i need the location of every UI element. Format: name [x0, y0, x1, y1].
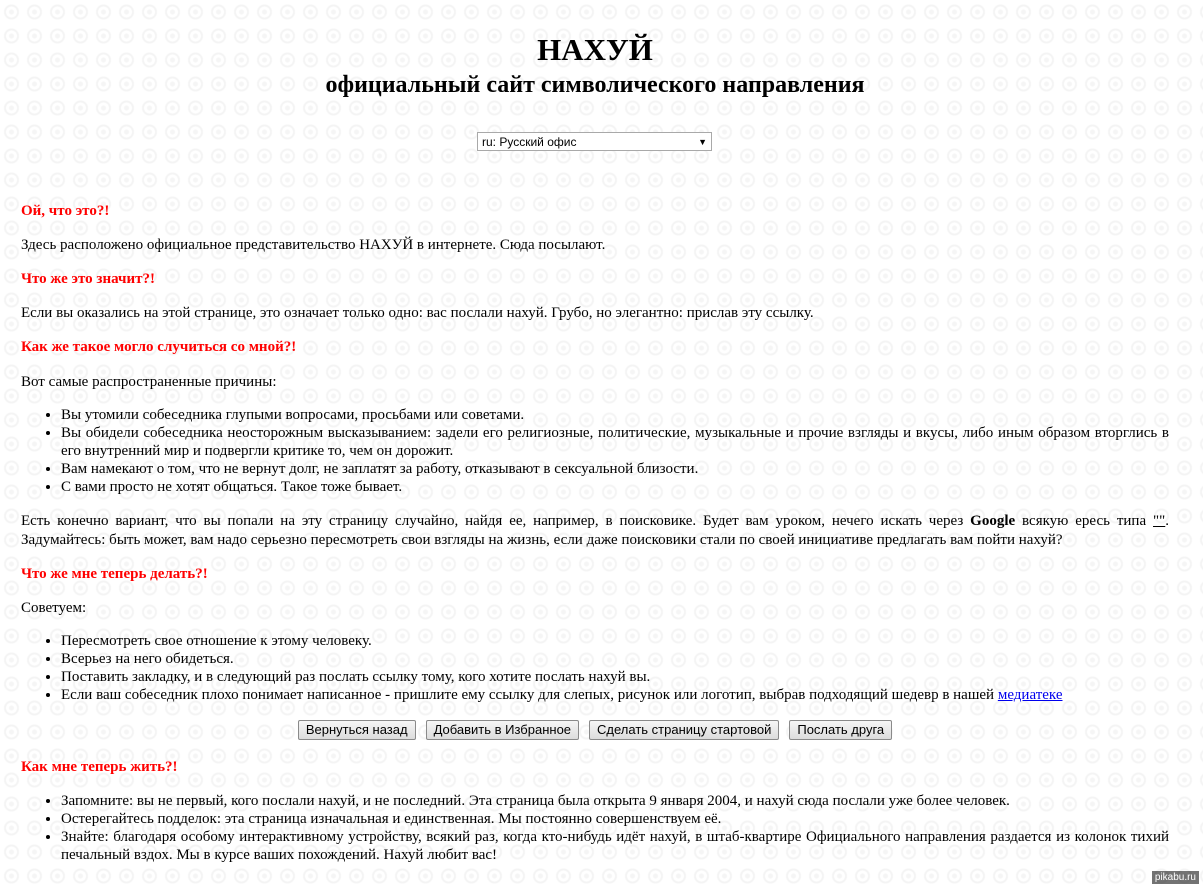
section-heading-how-to-live: Как мне теперь жить?!: [21, 759, 178, 775]
add-to-favorites-button[interactable]: Добавить в Избранное: [426, 720, 579, 740]
paragraph-text: Есть конечно вариант, что вы попали на эту страницу случайно, найдя ее, например, в поисковике. Будет вам уроком, нечего искать через: [21, 513, 971, 529]
how-to-live-list: [21, 792, 1169, 864]
chevron-down-icon: ▼: [698, 136, 707, 147]
section-text-what-does-it-mean: Если вы оказались на этой странице, это означает только одно: вас послали нахуй. Грубо, но элегантно: прислав эту ссылку.: [21, 305, 814, 321]
list-item: [61, 686, 1169, 704]
make-homepage-button[interactable]: Сделать страницу стартовой: [589, 720, 779, 740]
language-select[interactable]: [477, 132, 712, 151]
list-item-text: Если ваш собеседник плохо понимает написанное - пришлите ему ссылку для слепых, рисунок или логотип, выбрав подходящий шедевр в нашей: [61, 687, 998, 703]
list-item: • Поставить закладку, и в следующий раз послать ссылку тому, кого хотите послать нахуй вы.: [61, 668, 1169, 686]
page-subtitle: официальный сайт символического направления: [325, 72, 865, 98]
list-item: • Запомните: вы не первый, кого послали нахуй, и не последний. Эта страница была открыта 9 января 2004, и нахуй сюда послали уже более человек.: [61, 792, 1169, 810]
go-back-button[interactable]: Вернуться назад: [298, 720, 416, 740]
language-select-value: ru: Русский офис: [482, 134, 577, 149]
language-select-wrapper: [477, 132, 712, 151]
section-intro-advice: Советуем:: [21, 600, 87, 616]
paragraph-text: . Задумайтесь: быть может, вам надо серьезно пересмотреть свои взгляды на жизнь, если даже поисковики стали по своей инициативе предлагать вам пойти нахуй?: [21, 513, 1170, 548]
paragraph-text: всякую ересь типа: [1015, 513, 1154, 529]
list-item: • Пересмотреть свое отношение к этому человеку.: [61, 632, 1169, 650]
media-library-link[interactable]: медиатеке: [997, 687, 1063, 703]
section-heading-what-does-it-mean: Что же это значит?!: [21, 271, 155, 287]
list-item: • Вы обидели собеседника неосторожным высказыванием: задели его религиозные, политические, музыкальные и прочие взгляды и вкусы, либо иным образом вторглись в его внутренний мир и подвергли критике то, чем он дорожит.: [61, 424, 1169, 460]
list-item: • Знайте: благодаря особому интерактивному устройству, всякий раз, когда кто-нибудь идёт нахуй, в штаб-квартире Официального направления раздается из колонок тихий печальный вздох. Мы в курсе ваших похождений. Нахуй любит вас!: [61, 828, 1169, 864]
section-heading-what-is-this: Ой, что это?!: [21, 203, 110, 219]
watermark: pikabu.ru: [1152, 871, 1199, 884]
list-item: • Вы утомили собеседника глупыми вопросами, просьбами или советами.: [61, 406, 1169, 424]
google-text: Google: [970, 513, 1016, 529]
list-item: • Всерьез на него обидеться.: [61, 650, 1169, 668]
section-intro-reasons: Вот самые распространенные причины:: [21, 374, 277, 390]
list-item: • Остерегайтесь подделок: эта страница изначальная и единственная. Мы постоянно совершенствуем её.: [61, 810, 1169, 828]
page-title: НАХУЙ: [537, 32, 653, 67]
section-heading-how-could-this-happen: Как же такое могло случиться со мной?!: [21, 339, 297, 355]
section-text-what-is-this: Здесь расположено официальное представительство НАХУЙ в интернете. Сюда посылают.: [21, 237, 606, 253]
quote-link[interactable]: "": [1153, 513, 1166, 529]
send-friend-button[interactable]: Послать друга: [789, 720, 892, 740]
action-buttons: [21, 720, 1169, 740]
list-item: • Вам намекают о том, что не вернут долг, не заплатят за работу, отказывают в сексуальной близости.: [61, 460, 1169, 478]
reasons-list: [21, 406, 1169, 496]
list-item: • С вами просто не хотят общаться. Такое тоже бывает.: [61, 478, 1169, 496]
search-engine-paragraph: [21, 512, 1169, 550]
section-heading-what-to-do: Что же мне теперь делать?!: [21, 566, 208, 582]
advice-list: [21, 632, 1169, 704]
